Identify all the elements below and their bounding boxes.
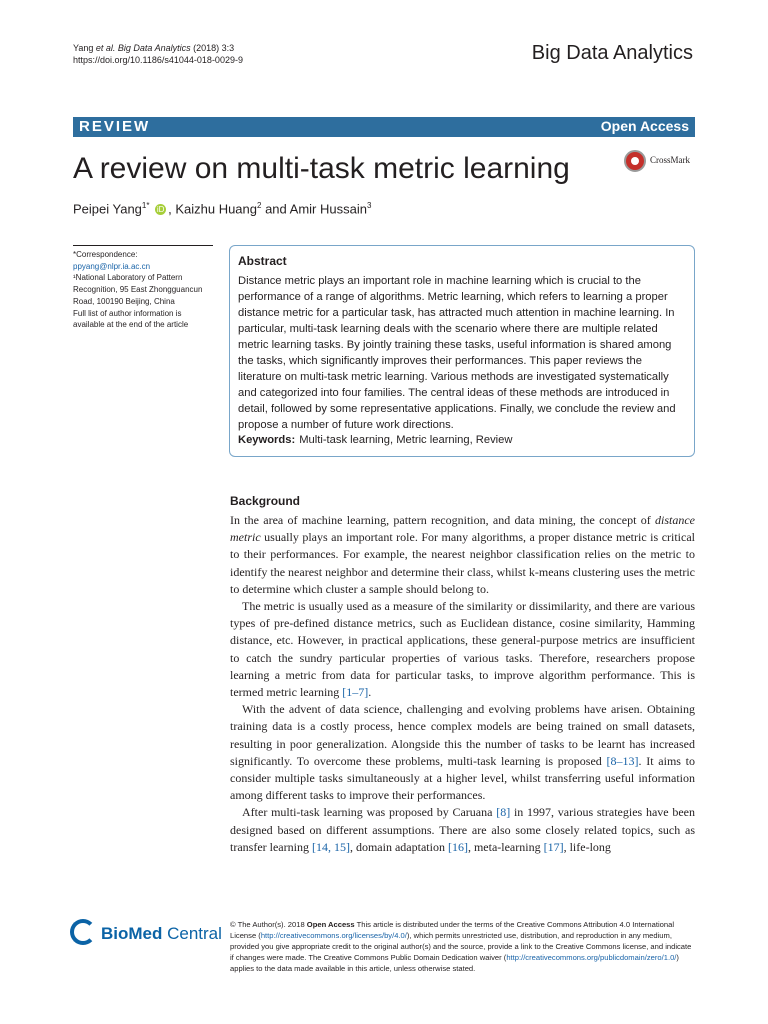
license-text: This article is distributed under the terms of the Creative Commons Attribution 4.0 International License ( [230, 920, 675, 940]
citation-authors: Yang [73, 43, 96, 53]
copyright-text: © The Author(s). 2018 [230, 920, 307, 929]
article-type-label: REVIEW [79, 118, 151, 135]
text-run: , life-long [563, 839, 611, 854]
biomed-central-icon [70, 919, 96, 945]
abstract-box [229, 245, 695, 457]
text-run: . [368, 685, 372, 700]
citation-etal: et al. [95, 43, 116, 53]
affiliation-text: ¹National Laboratory of Pattern Recognition, 95 East Zhongguancun Road, 100190 Beijing, China [73, 273, 203, 306]
author-name: , Kaizhu Huang [168, 201, 258, 217]
citation-line [73, 43, 234, 53]
reference-link[interactable]: [14, 15] [311, 839, 350, 854]
biomed-central-logo [70, 917, 220, 951]
open-access-label: Open Access [600, 118, 689, 134]
reference-link[interactable]: [17] [543, 839, 564, 854]
correspondence-label: *Correspondence: [73, 250, 138, 259]
publisher-name [101, 924, 222, 944]
crossmark-icon [624, 150, 646, 172]
correspondence-email[interactable]: ppyang@nlpr.ia.ac.cn [73, 261, 151, 271]
text-run: , domain adaptation [349, 839, 448, 854]
paragraph [230, 512, 695, 598]
author-list [73, 201, 371, 216]
emphasis-text: distance metric [230, 513, 695, 545]
publisher-name-bold: BioMed [101, 924, 163, 943]
doi-link[interactable]: https://doi.org/10.1186/s41044-018-0029-9 [73, 55, 243, 65]
license-text: ) applies to the data made available in this article, unless otherwise stated. [230, 953, 679, 973]
reference-link[interactable]: [16] [447, 839, 468, 854]
author-affiliation-mark: 3 [366, 201, 372, 210]
text-run: After multi-task learning was proposed by Caruana [242, 805, 497, 820]
crossmark-label: CrossMark [650, 155, 690, 165]
paragraph [230, 701, 695, 804]
reference-link[interactable]: [8–13] [606, 753, 639, 768]
license-footer [230, 919, 696, 974]
article-title: A review on multi-task metric learning [73, 152, 570, 185]
author-name: Peipei Yang [73, 201, 142, 217]
article-type-bar [73, 117, 695, 137]
keywords-line [238, 434, 512, 446]
text-run: The metric is usually used as a measure of the similarity or dissimilarity, and there are various types of pre-defined distance metrics, such as Euclidean distance, cosine similarity, Hamming distance, etc. However, in practical applications, these general-purpose metrics are insufficient to catch the sundry particular properties of various tasks. Therefore, researchers propose learning a metric from data for particular tasks, to improve algorithm performance. This is termed metric learning [230, 599, 695, 700]
abstract-text: Distance metric plays an important role in machine learning which is crucial to the performance of a range of algorithms. Metric learning, which refers to learning a proper distance metric for a particular task, has attracted much attention in machine learning. In particular, multi-task learning deals with the scenario where there are multiple related metric learning tasks. By jointly training these tasks, useful information is shared among the tasks, which significantly improves their performances. This paper reviews the literature on multi-task metric learning. Various methods are investigated systematically and categorized into four families. The central ideas of these methods are introduced in detail, followed by some representative applications. Finally, we conclude the review and propose a number of future work directions. [238, 275, 676, 431]
author-info-note: Full list of author information is available at the end of the article [73, 308, 189, 330]
author-affiliation-mark: 1* [141, 201, 150, 210]
body-text [230, 512, 695, 856]
text-run: With the advent of data science, challenging and evolving problems have arisen. Obtaining training data is a costly process, hence complex models are being trained on small datasets, resulting in poor generalization. Alongside this the number of tasks to be learnt has increased significantly. To overcome these problems, multi-task learning is proposed [230, 702, 695, 768]
keywords-list: Multi-task learning, Metric learning, Review [299, 434, 513, 446]
publisher-name-regular: Central [162, 924, 222, 943]
public-domain-link[interactable]: http://creativecommons.org/publicdomain/zero/1.0/ [506, 953, 677, 962]
citation-volume: (2018) 3:3 [193, 43, 235, 53]
paragraph [230, 804, 695, 856]
text-run: . It aims to consider multiple tasks simultaneously at a higher level, whilst transferring useful information among different tasks to improve their performances. [230, 753, 696, 803]
keywords-label: Keywords: [238, 434, 296, 446]
journal-name: Big Data Analytics [531, 42, 693, 64]
author-affiliation-mark: 2 [257, 201, 262, 210]
sidebar-divider [73, 245, 213, 246]
license-link[interactable]: http://creativecommons.org/licenses/by/4.0/ [260, 931, 407, 940]
text-run: , meta-learning [467, 839, 544, 854]
paragraph [230, 598, 695, 701]
text-run: usually plays an important role. For many algorithms, a proper distance metric is critical to their performances. For example, the nearest neighbor classification relies on the metric to identify the nearest neighbor and determine their class, whilst k-means clustering uses the metric to determine which cluster a sample should belong to. [230, 530, 695, 596]
citation-journal: Big Data Analytics [117, 43, 191, 53]
license-text: ), which permits unrestricted use, distribution, and reproduction in any medium, provided you give appropriate credit to the original author(s) and the source, provide a link to the Creative Commons license, and indicate if changes were made. The Creative Commons Public Domain Dedication waiver ( [230, 931, 692, 962]
reference-link[interactable]: [1–7] [342, 685, 369, 700]
crossmark-badge[interactable] [624, 150, 699, 176]
open-access-bold: Open Access [306, 920, 355, 929]
orcid-icon[interactable]: iD [156, 205, 165, 215]
text-run: in 1997, various strategies have been designed based on different assumptions. There are also some closely related topics, such as transfer learning [230, 805, 695, 854]
text-run: In the area of machine learning, pattern recognition, and data mining, the concept of [230, 513, 655, 527]
abstract-heading: Abstract [238, 254, 287, 268]
reference-link[interactable]: [8] [496, 805, 511, 820]
correspondence-block [73, 249, 213, 331]
author-name: and Amir Hussain [261, 201, 367, 217]
section-heading-background: Background [230, 494, 301, 508]
